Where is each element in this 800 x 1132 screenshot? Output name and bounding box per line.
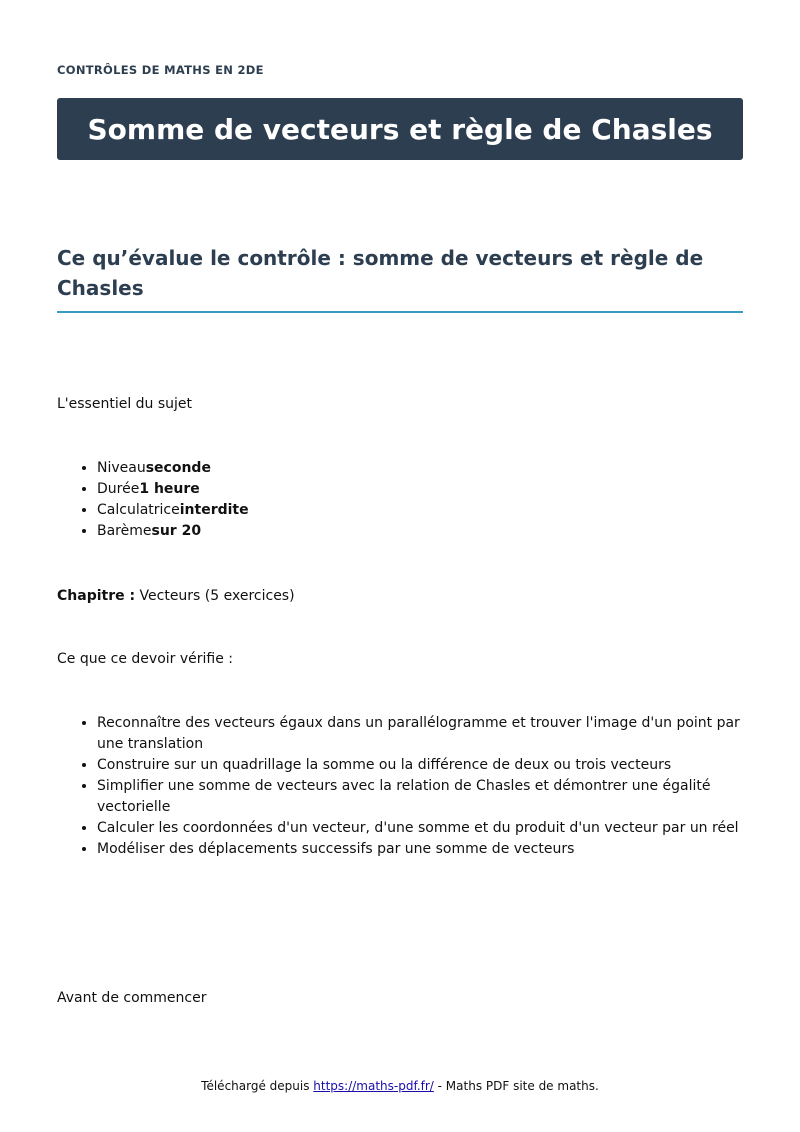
list-item bbox=[97, 500, 743, 521]
footer-suffix: - Maths PDF site de maths. bbox=[433, 1079, 599, 1093]
item-label: Niveau bbox=[97, 460, 146, 476]
list-item: • Modéliser des déplacements successifs par une somme de vecteurs bbox=[97, 839, 743, 860]
chapitre-value: Vecteurs (5 exercices) bbox=[135, 588, 295, 604]
item-value: seconde bbox=[145, 460, 211, 476]
item-value: interdite bbox=[179, 502, 249, 518]
list-item: • Calculer les coordonnées d'un vecteur, d'une somme et du produit d'un vecteur par un réel bbox=[97, 818, 743, 839]
list-item bbox=[97, 479, 743, 500]
avant-heading: Avant de commencer bbox=[57, 990, 207, 1006]
essentiel-list bbox=[57, 458, 743, 542]
item-value: sur 20 bbox=[151, 523, 202, 539]
list-item bbox=[97, 458, 743, 479]
verifie-heading: Ce que ce devoir vérifie : bbox=[57, 651, 234, 667]
page-title: Somme de vecteurs et règle de Chasles bbox=[87, 112, 713, 146]
section-title: Ce qu’évalue le contrôle : somme de vecteurs et règle de Chasles bbox=[57, 243, 743, 313]
item-value: 1 heure bbox=[139, 481, 200, 497]
list-item: • Construire sur un quadrillage la somme ou la différence de deux ou trois vecteurs bbox=[97, 755, 743, 776]
item-label: Durée bbox=[97, 481, 140, 497]
chapitre-label: Chapitre : bbox=[57, 588, 136, 604]
chapitre-line bbox=[57, 586, 295, 607]
footer-link[interactable]: https://maths-pdf.fr/ bbox=[313, 1079, 434, 1093]
list-item: • Reconnaître des vecteurs égaux dans un parallélogramme et trouver l'image d'un point par une translation bbox=[97, 713, 743, 755]
list-item bbox=[97, 521, 743, 542]
title-banner bbox=[57, 98, 743, 160]
essentiel-heading: L'essentiel du sujet bbox=[57, 396, 193, 412]
page-kicker: CONTRÔLES DE MATHS EN 2DE bbox=[57, 63, 264, 77]
footer bbox=[0, 1079, 800, 1093]
list-item: • Simplifier une somme de vecteurs avec la relation de Chasles et démontrer une égalité vectorielle bbox=[97, 776, 743, 818]
item-label: Calculatrice bbox=[97, 502, 180, 518]
footer-prefix: Téléchargé depuis bbox=[201, 1079, 314, 1093]
verifie-list bbox=[57, 713, 743, 860]
item-label: Barème bbox=[97, 523, 152, 539]
